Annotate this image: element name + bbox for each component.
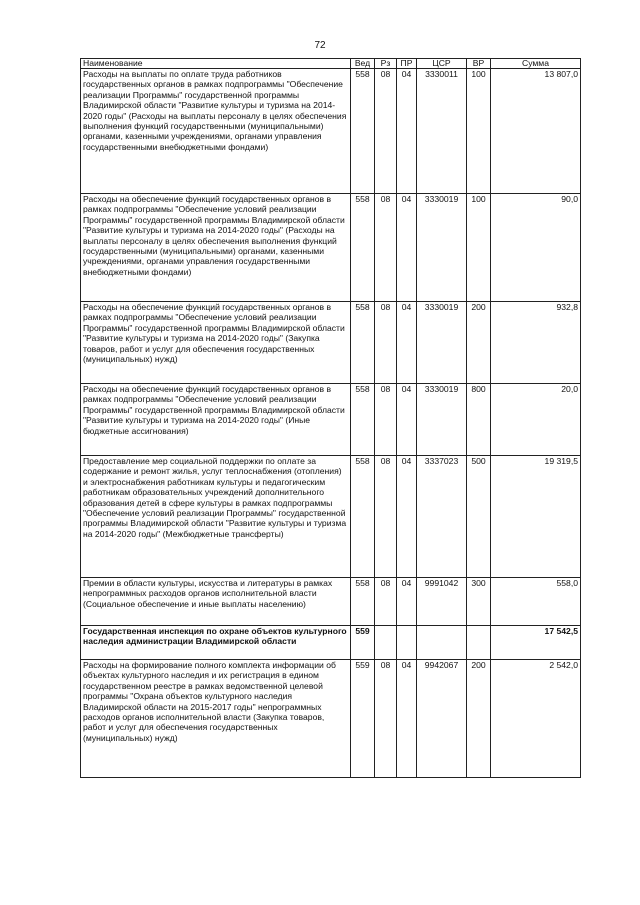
row-rz: 08: [375, 384, 397, 456]
table-row: [81, 302, 581, 384]
row-pr: [397, 626, 417, 660]
row-rz: 08: [375, 302, 397, 384]
row-vr: 100: [467, 194, 491, 302]
row-sum: 19 319,5: [491, 456, 581, 578]
table-row: [81, 194, 581, 302]
row-sum: 17 542,5: [491, 626, 581, 660]
row-ved: 558: [351, 578, 375, 626]
table-row: [81, 578, 581, 626]
row-csr: 9991042: [417, 578, 467, 626]
row-vr: 300: [467, 578, 491, 626]
row-csr: 3337023: [417, 456, 467, 578]
row-ved: 558: [351, 302, 375, 384]
budget-table: [80, 58, 581, 778]
row-sum: 20,0: [491, 384, 581, 456]
row-sum: 13 807,0: [491, 69, 581, 194]
row-name: Расходы на обеспечение функций государственных органов в рамках подпрограммы "Обеспечение условий реализации Программы" государственной программы Владимирской области "Развитие культуры и туризма на 2014-2020 годы" (Иные бюджетные ассигнования): [81, 384, 351, 456]
row-csr: [417, 626, 467, 660]
row-pr: 04: [397, 660, 417, 778]
row-pr: 04: [397, 384, 417, 456]
row-vr: 200: [467, 302, 491, 384]
table-row: [81, 69, 581, 194]
row-name: Премии в области культуры, искусства и литературы в рамках непрограммных расходов органов исполнительной власти (Социальное обеспечение и иные выплаты населению): [81, 578, 351, 626]
row-name: Расходы на выплаты по оплате труда работников государственных органов в рамках подпрограммы "Обеспечение реализации Программы" государственной программы Владимирской области "Развитие культуры и туризма на 2014-2020 годы" (Расходы на выплаты персоналу в целях обеспечения выполнения функций государственными (муниципальными) органами, казенными учреждениями, органами управления государственными внебюджетными фондами): [81, 69, 351, 194]
header-ved: Вед: [351, 59, 375, 69]
row-name: Государственная инспекция по охране объектов культурного наследия администрации Владимирской области: [81, 626, 351, 660]
row-csr: 9942067: [417, 660, 467, 778]
row-sum: 558,0: [491, 578, 581, 626]
row-rz: 08: [375, 456, 397, 578]
row-rz: 08: [375, 578, 397, 626]
row-pr: 04: [397, 194, 417, 302]
header-sum: Сумма: [491, 59, 581, 69]
row-csr: 3330019: [417, 194, 467, 302]
table-row: [81, 626, 581, 660]
row-ved: 558: [351, 194, 375, 302]
row-pr: 04: [397, 456, 417, 578]
header-vr: ВР: [467, 59, 491, 69]
row-name: Расходы на обеспечение функций государственных органов в рамках подпрограммы "Обеспечение условий реализации Программы" государственной программы Владимирской области "Развитие культуры и туризма на 2014-2020 годы" (Расходы на выплаты персоналу в целях обеспечения выполнения функций государственными (муниципальными) органами, казенными учреждениями, органами управления государственными внебюджетными фондами): [81, 194, 351, 302]
row-csr: 3330019: [417, 302, 467, 384]
row-vr: 100: [467, 69, 491, 194]
row-ved: 558: [351, 384, 375, 456]
table-row: [81, 456, 581, 578]
row-ved: 559: [351, 626, 375, 660]
row-name: Предоставление мер социальной поддержки по оплате за содержание и ремонт жилья, услуг теплоснабжения (отопления) и электроснабжения работникам культуры и педагогическим работникам образовательных учреждений дополнительного образования детей в сфере культуры в рамках подпрограммы "Обеспечение условий реализации Программы" государственной программы Владимирской области "Развитие культуры и туризма на 2014-2020 годы" (Межбюджетные трансферты): [81, 456, 351, 578]
row-pr: 04: [397, 302, 417, 384]
header-rz: Рз: [375, 59, 397, 69]
page-number: 72: [314, 40, 326, 51]
row-sum: 2 542,0: [491, 660, 581, 778]
header-name: Наименование: [81, 59, 351, 69]
row-rz: [375, 626, 397, 660]
row-sum: 932,8: [491, 302, 581, 384]
row-vr: [467, 626, 491, 660]
row-name: Расходы на обеспечение функций государственных органов в рамках подпрограммы "Обеспечение условий реализации Программы" государственной программы Владимирской области "Развитие культуры и туризма на 2014-2020 годы" (Закупка товаров, работ и услуг для обеспечения государственных (муниципальных) нужд): [81, 302, 351, 384]
row-sum: 90,0: [491, 194, 581, 302]
row-vr: 800: [467, 384, 491, 456]
header-pr: ПР: [397, 59, 417, 69]
row-ved: 558: [351, 456, 375, 578]
row-name: Расходы на формирование полного комплекта информации об объектах культурного наследия и их регистрация в едином государственном реестре в рамках ведомственной целевой программы "Охрана объектов культурного наследия Владимирской области на 2015-2017 годы" непрограммных расходов органов исполнительной власти (Закупка товаров, работ и услуг для обеспечения государственных (муниципальных) нужд): [81, 660, 351, 778]
row-csr: 3330019: [417, 384, 467, 456]
row-rz: 08: [375, 194, 397, 302]
table-row: [81, 384, 581, 456]
row-rz: 08: [375, 69, 397, 194]
row-ved: 558: [351, 69, 375, 194]
table-row: [81, 660, 581, 778]
table-header-row: [81, 59, 581, 69]
row-ved: 559: [351, 660, 375, 778]
row-vr: 500: [467, 456, 491, 578]
row-pr: 04: [397, 69, 417, 194]
row-vr: 200: [467, 660, 491, 778]
row-rz: 08: [375, 660, 397, 778]
row-pr: 04: [397, 578, 417, 626]
row-csr: 3330011: [417, 69, 467, 194]
header-csr: ЦСР: [417, 59, 467, 69]
